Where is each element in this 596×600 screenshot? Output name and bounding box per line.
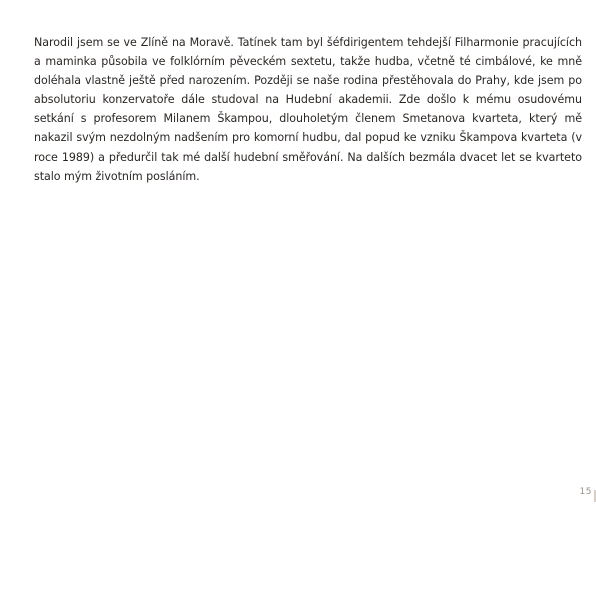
body-text bbox=[34, 33, 582, 186]
page-number: 15 bbox=[579, 487, 592, 497]
paragraph-childhood: Narodil jsem se ve Zlíně na Moravě. Tatínek tam byl šéfdirigentem tehdejší Filharmonie pracujících a maminka působila ve folklórním pěveckém sextetu, takže hudba, včetně té cimbálové, ke mně doléhala vlastně ještě před narozením. Později se naše rodina přestěhovala do Prahy, kde jsem po absolutoriu konzervatoře dále studoval na Hudební akademii. Zde došlo k mému osudovému setkání s profesorem Milanem Škampou, dlouholetým členem Smetanova kvarteta, který mě nakazil svým nezdolným nadšením pro komorní hudbu, dal popud ke vzniku Škampova kvarteta (v roce 1989) a předurčil tak mé další hudební směřování. Na dalších bezmála dvacet let se kvarteto stalo mým životním posláním. bbox=[34, 36, 582, 183]
